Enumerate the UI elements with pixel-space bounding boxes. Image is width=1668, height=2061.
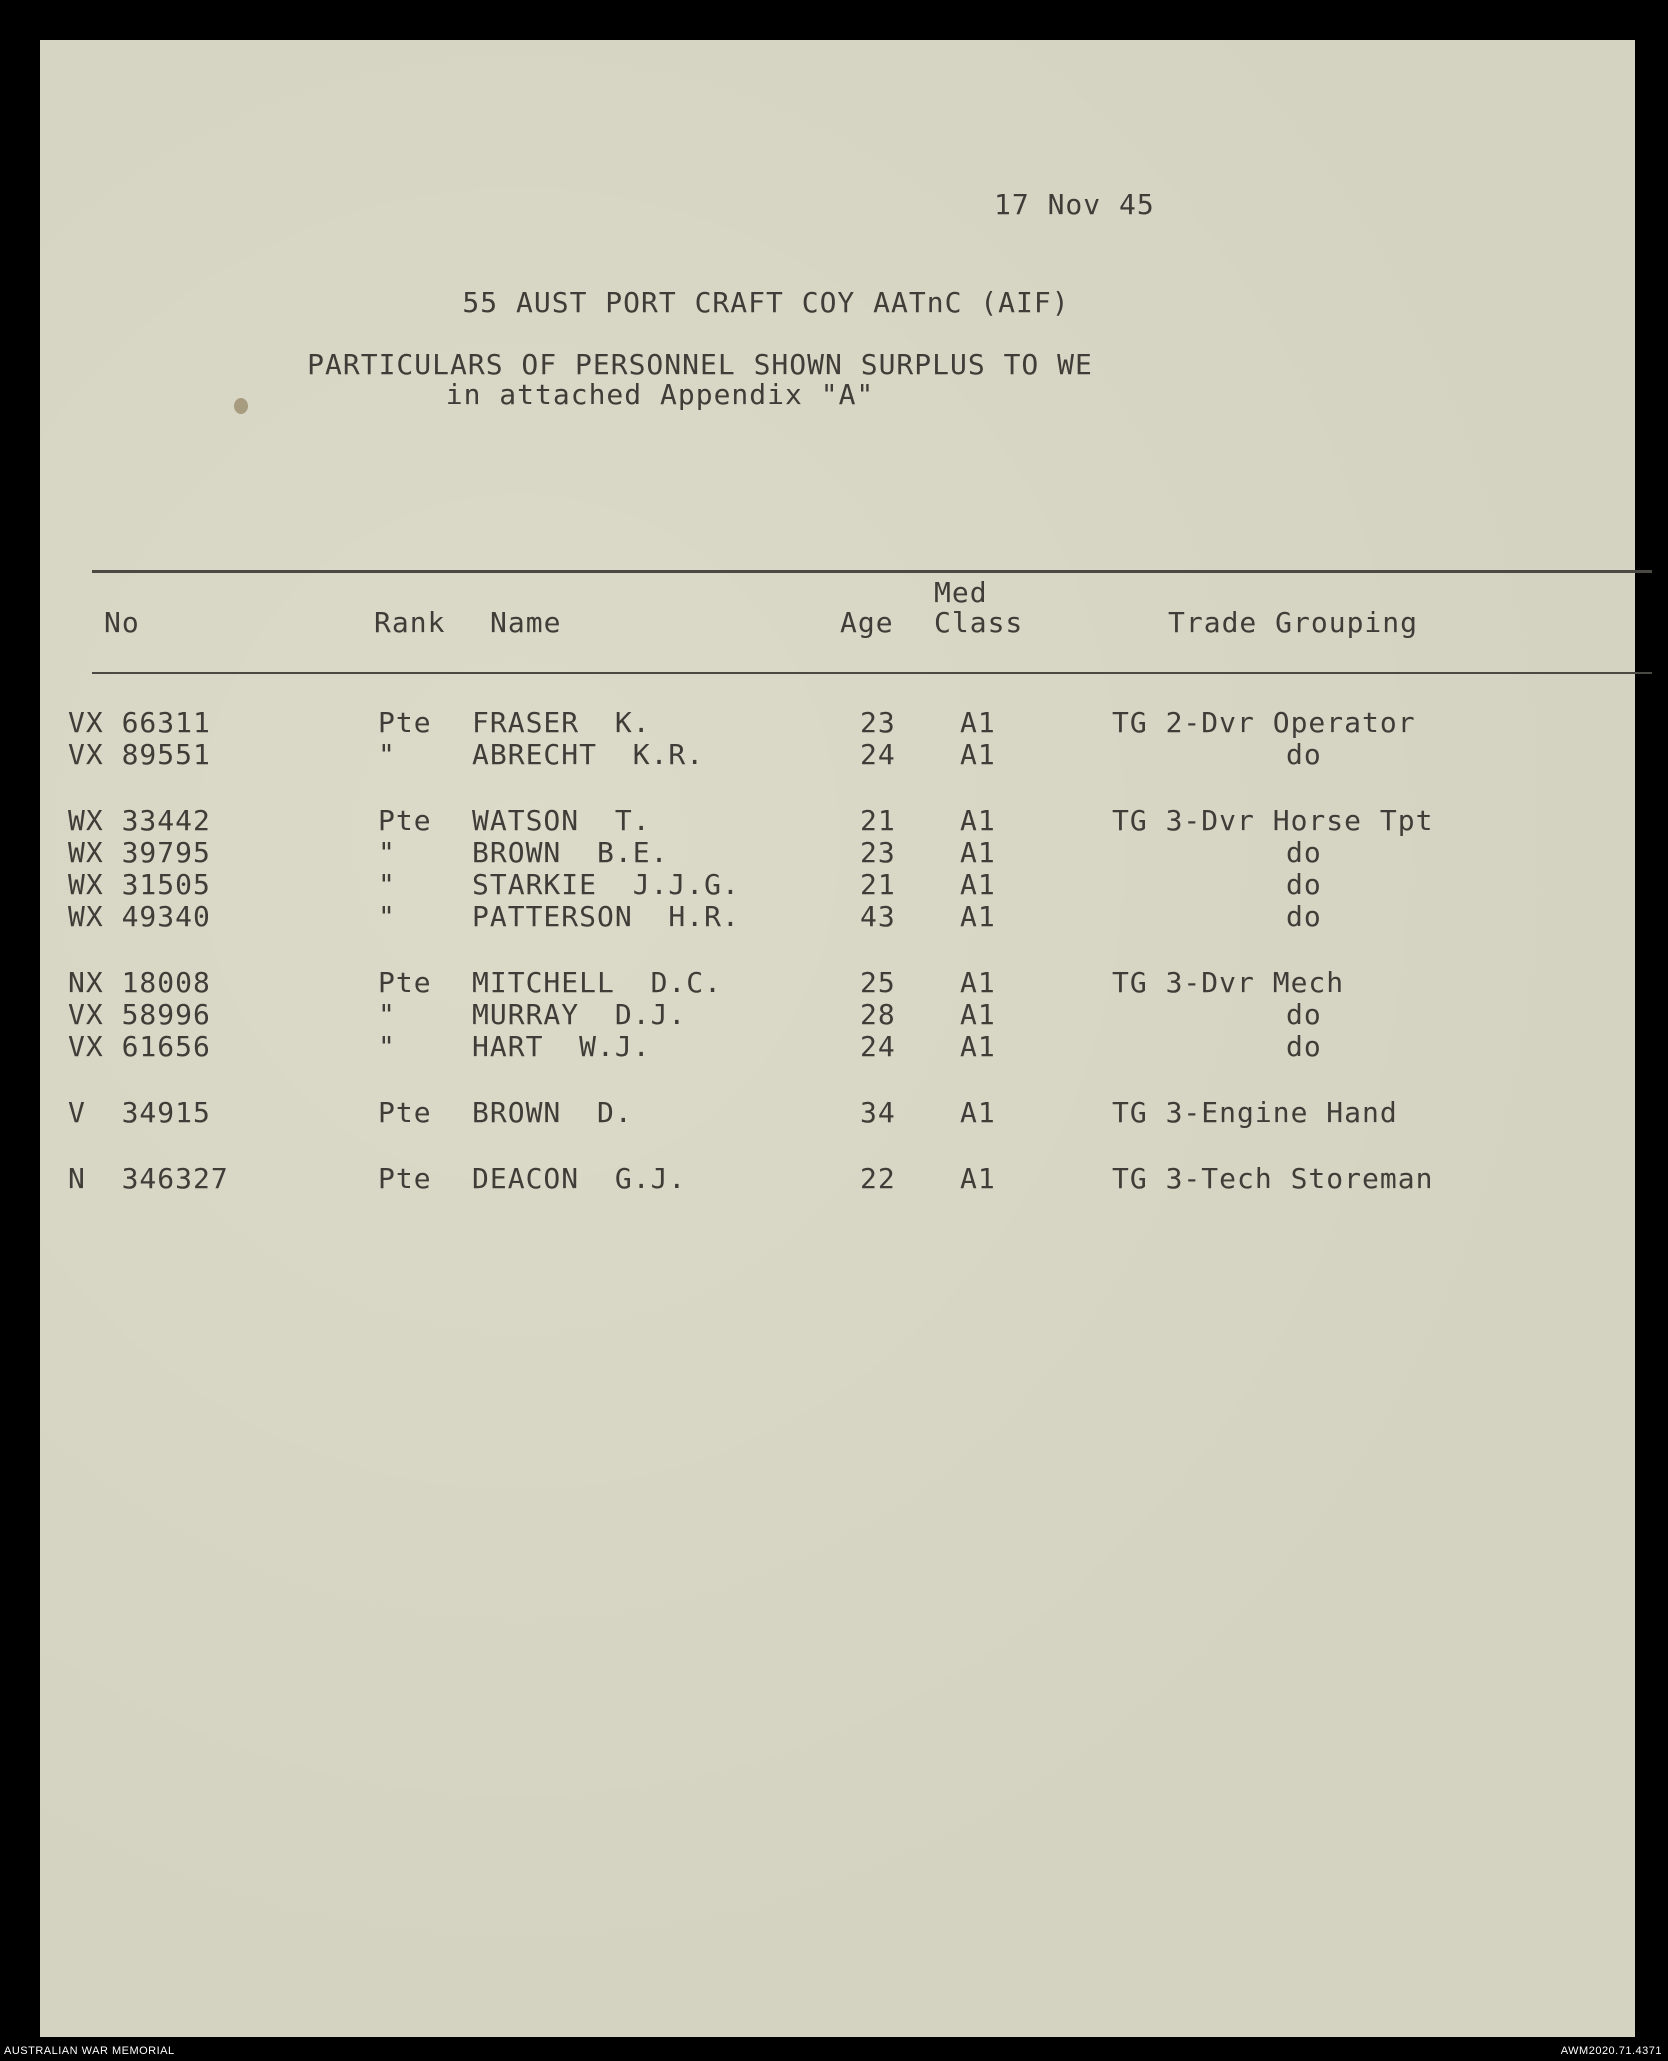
cell-age: 28 <box>860 998 896 1031</box>
cell-med-class: A1 <box>960 706 996 739</box>
cell-name: BROWN B.E. <box>472 836 669 869</box>
cell-med-class: A1 <box>960 868 996 901</box>
cell-rank: Pte <box>378 966 432 999</box>
cell-name: MITCHELL D.C. <box>472 966 723 999</box>
cell-name: DEACON G.J. <box>472 1162 687 1195</box>
document-page <box>40 40 1635 2037</box>
cell-age: 22 <box>860 1162 896 1195</box>
cell-rank: Pte <box>378 1096 432 1129</box>
cell-trade-grouping: do <box>1286 836 1322 869</box>
cell-med-class: A1 <box>960 1030 996 1063</box>
cell-med-class: A1 <box>960 966 996 999</box>
cell-rank: " <box>378 998 396 1031</box>
cell-service-number: VX 58996 <box>68 998 211 1031</box>
cell-rank: Pte <box>378 1162 432 1195</box>
cell-age: 43 <box>860 900 896 933</box>
header-med-line-1: Med <box>934 576 988 609</box>
subtitle-line-2: in attached Appendix "A" <box>445 378 875 411</box>
cell-age: 23 <box>860 706 896 739</box>
cell-rank: " <box>378 868 396 901</box>
cell-age: 24 <box>860 1030 896 1063</box>
footer-accession-number: AWM2020.71.4371 <box>1560 2045 1662 2057</box>
cell-rank: Pte <box>378 706 432 739</box>
document-date: 17 Nov 45 <box>994 188 1155 221</box>
cell-age: 23 <box>860 836 896 869</box>
cell-service-number: N 346327 <box>68 1162 229 1195</box>
cell-service-number: WX 49340 <box>68 900 211 933</box>
header-med-line-2: Class <box>934 606 1024 639</box>
cell-med-class: A1 <box>960 900 996 933</box>
cell-name: ABRECHT K.R. <box>472 738 705 771</box>
cell-trade-grouping: TG 3-Dvr Mech <box>1112 966 1345 999</box>
cell-service-number: V 34915 <box>68 1096 211 1129</box>
cell-rank: " <box>378 1030 396 1063</box>
header-no: No <box>104 606 140 639</box>
cell-service-number: WX 39795 <box>68 836 211 869</box>
cell-trade-grouping: do <box>1286 900 1322 933</box>
table-top-rule <box>92 570 1652 573</box>
cell-service-number: VX 61656 <box>68 1030 211 1063</box>
cell-name: BROWN D. <box>472 1096 633 1129</box>
cell-service-number: VX 89551 <box>68 738 211 771</box>
header-age: Age <box>840 606 894 639</box>
cell-rank: " <box>378 836 396 869</box>
cell-name: WATSON T. <box>472 804 651 837</box>
cell-service-number: VX 66311 <box>68 706 211 739</box>
cell-med-class: A1 <box>960 836 996 869</box>
cell-med-class: A1 <box>960 804 996 837</box>
cell-rank: " <box>378 738 396 771</box>
cell-med-class: A1 <box>960 1096 996 1129</box>
header-rank: Rank <box>374 606 446 639</box>
cell-age: 34 <box>860 1096 896 1129</box>
cell-age: 25 <box>860 966 896 999</box>
cell-service-number: WX 33442 <box>68 804 211 837</box>
cell-name: STARKIE J.J.G. <box>472 868 740 901</box>
cell-trade-grouping: TG 3-Dvr Horse Tpt <box>1112 804 1434 837</box>
cell-trade-grouping: do <box>1286 998 1322 1031</box>
paper-stain <box>234 398 248 414</box>
unit-title: 55 AUST PORT CRAFT COY AATnC (AIF) <box>462 286 1070 319</box>
footer-institution: AUSTRALIAN WAR MEMORIAL <box>4 2045 175 2057</box>
cell-name: HART W.J. <box>472 1030 651 1063</box>
header-trade: Trade Grouping <box>1168 606 1419 639</box>
cell-name: PATTERSON H.R. <box>472 900 740 933</box>
cell-name: MURRAY D.J. <box>472 998 687 1031</box>
cell-trade-grouping: TG 2-Dvr Operator <box>1112 706 1416 739</box>
cell-med-class: A1 <box>960 998 996 1031</box>
subtitle-line-1: PARTICULARS OF PERSONNEL SHOWN SURPLUS TO WE <box>307 348 1093 381</box>
cell-service-number: NX 18008 <box>68 966 211 999</box>
cell-trade-grouping: do <box>1286 868 1322 901</box>
cell-age: 21 <box>860 868 896 901</box>
cell-age: 24 <box>860 738 896 771</box>
cell-med-class: A1 <box>960 738 996 771</box>
cell-trade-grouping: TG 3-Tech Storeman <box>1112 1162 1434 1195</box>
cell-rank: Pte <box>378 804 432 837</box>
header-name: Name <box>490 606 562 639</box>
cell-med-class: A1 <box>960 1162 996 1195</box>
table-header-rule <box>92 672 1652 674</box>
cell-name: FRASER K. <box>472 706 651 739</box>
cell-age: 21 <box>860 804 896 837</box>
cell-service-number: WX 31505 <box>68 868 211 901</box>
cell-trade-grouping: do <box>1286 1030 1322 1063</box>
cell-trade-grouping: do <box>1286 738 1322 771</box>
cell-trade-grouping: TG 3-Engine Hand <box>1112 1096 1398 1129</box>
cell-rank: " <box>378 900 396 933</box>
